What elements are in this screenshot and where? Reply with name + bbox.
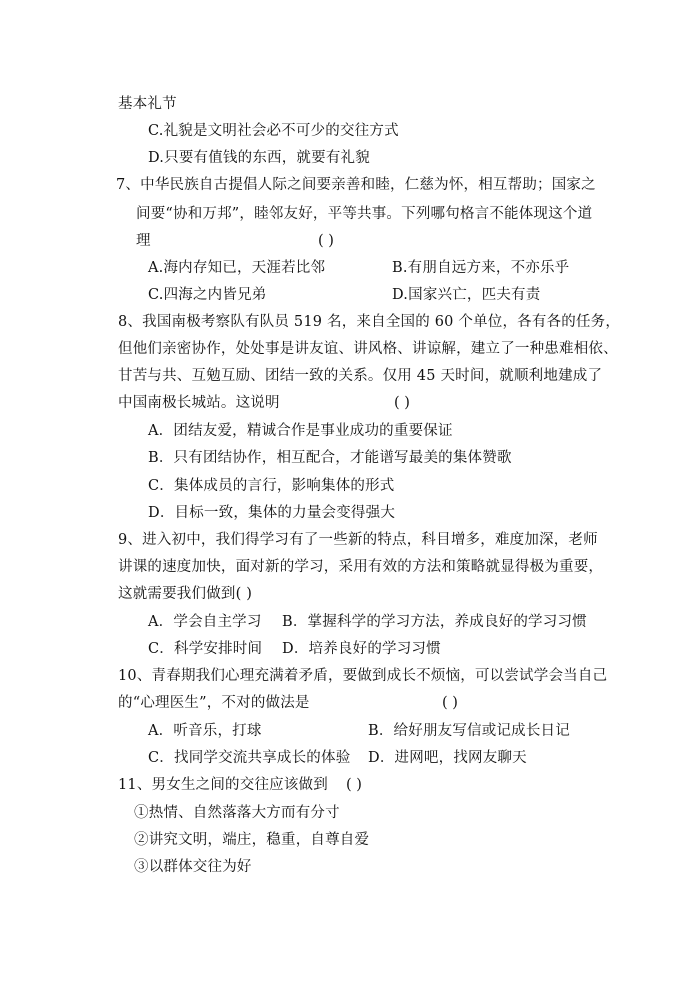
prev-option-d: D.只要有值钱的东西，就要有礼貌 bbox=[148, 150, 370, 166]
q9-option-b: B．掌握科学的学习方法，养成良好的学习习惯 bbox=[282, 614, 587, 630]
prev-option-c: C.礼貌是文明社会必不可少的交往方式 bbox=[148, 123, 399, 139]
q10-line-1: 10、青春期我们心理充满着矛盾，要做到成长不烦恼，可以尝试学会当自己 bbox=[118, 668, 608, 684]
q9-option-c: C．科学安排时间 bbox=[148, 641, 263, 657]
q10-option-b: B．给好朋友写信或记成长日记 bbox=[368, 723, 570, 739]
q9-option-a: A．学会自主学习 bbox=[148, 614, 262, 630]
q10-option-a: A．听音乐，打球 bbox=[148, 723, 262, 739]
q9-line-3: 这就需要我们做到( ) bbox=[118, 586, 253, 602]
q10-option-d: D．进网吧，找网友聊天 bbox=[368, 750, 527, 766]
q10-answer-paren: ( ) bbox=[442, 695, 458, 711]
q8-option-a: A．团结友爱，精诚合作是事业成功的重要保证 bbox=[148, 423, 453, 439]
q11-item-2: ②讲究文明，端庄，稳重，自尊自爱 bbox=[134, 832, 370, 848]
q11-item-3: ③以群体交往为好 bbox=[134, 859, 252, 875]
q8-option-d: D．目标一致，集体的力量会变得强大 bbox=[148, 505, 396, 521]
q9-line-1: 9、进入初中，我们得学习有了一些新的特点，科目增多，难度加深，老师 bbox=[118, 532, 598, 548]
q10-line-2: 的“心理医生”，不对的做法是 bbox=[118, 695, 310, 711]
q10-option-c: C．找同学交流共享成长的体验 bbox=[148, 750, 351, 766]
q8-line-4: 中国南极长城站。这说明 bbox=[118, 395, 280, 411]
q7-line-2: 间要“协和万邦”，睦邻友好，平等共事。下列哪句格言不能体现这个道 bbox=[136, 206, 593, 222]
q7-line-3: 理 bbox=[136, 233, 151, 249]
intro-line: 基本礼节 bbox=[118, 96, 177, 112]
q8-line-2: 但他们亲密协作，处处事是讲友谊、讲风格、讲谅解，建立了一种患难相依、 bbox=[118, 341, 618, 357]
q7-option-c: C.四海之内皆兄弟 bbox=[148, 287, 267, 303]
q8-line-3: 甘苦与共、互勉互励、团结一致的关系。仅用 45 天时间，就顺利地建成了 bbox=[118, 368, 603, 384]
q8-option-c: C．集体成员的言行，影响集体的形式 bbox=[148, 478, 395, 494]
q11-line-1: 11、男女生之间的交往应该做到 bbox=[118, 777, 328, 793]
q7-option-a: A.海内存知已，天涯若比邻 bbox=[148, 260, 326, 276]
q7-answer-paren: ( ) bbox=[318, 233, 334, 249]
q9-line-2: 讲课的速度加快，面对新的学习，采用有效的方法和策略就显得极为重要， bbox=[118, 559, 604, 575]
q9-option-d: D．培养良好的学习习惯 bbox=[282, 641, 441, 657]
q7-option-b: B.有朋自远方来，不亦乐乎 bbox=[392, 260, 570, 276]
q8-answer-paren: ( ) bbox=[394, 395, 410, 411]
q7-option-d: D.国家兴亡，匹夫有责 bbox=[392, 287, 541, 303]
q11-item-1: ①热情、自然落落大方而有分寸 bbox=[134, 805, 340, 821]
q11-answer-paren: ( ) bbox=[346, 777, 362, 793]
q8-line-1: 8、我国南极考察队有队员 519 名，来自全国的 60 个单位，各有各的任务， bbox=[118, 314, 621, 330]
q8-option-b: B．只有团结协作，相互配合，才能谱写最美的集体赞歌 bbox=[148, 450, 512, 466]
q7-line-1: 7、中华民族自古提倡人际之间要亲善和睦，仁慈为怀，相互帮助；国家之 bbox=[116, 177, 596, 193]
